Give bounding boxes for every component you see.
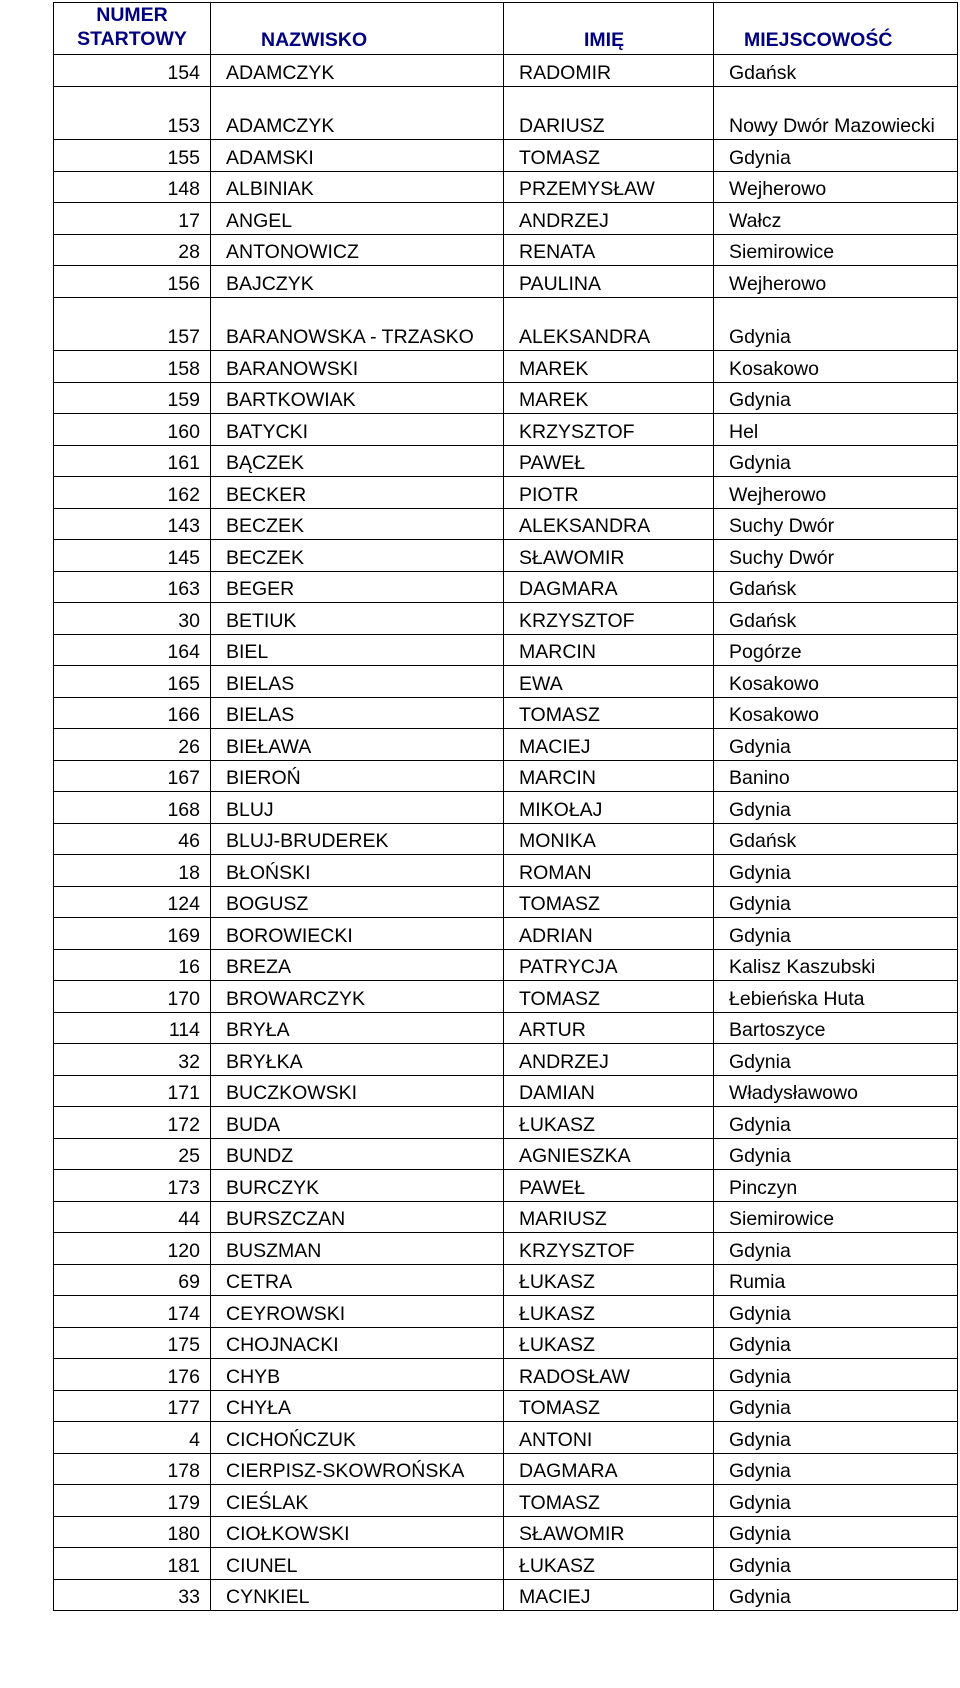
city-cell: Gdańsk [714,55,958,87]
start-number-cell: 167 [54,760,211,792]
city-cell: Siemirowice [714,234,958,266]
city-cell: Gdynia [714,1327,958,1359]
first-name-cell: ŁUKASZ [504,1296,714,1328]
surname-cell: BOROWIECKI [211,918,504,950]
city-cell: Gdynia [714,1516,958,1548]
first-name-cell: MAREK [504,382,714,414]
first-name-cell: KRZYSZTOF [504,603,714,635]
start-number-cell: 44 [54,1201,211,1233]
first-name-cell: TOMASZ [504,697,714,729]
city-cell: Gdańsk [714,823,958,855]
start-number-cell: 145 [54,540,211,572]
start-number-cell: 33 [54,1579,211,1611]
table-row [54,382,958,414]
first-name-cell: ROMAN [504,855,714,887]
first-name-cell: PRZEMYSŁAW [504,171,714,203]
city-cell: Rumia [714,1264,958,1296]
surname-cell: ANGEL [211,203,504,235]
start-number-cell: 124 [54,886,211,918]
table-row [54,55,958,87]
table-row [54,477,958,509]
first-name-cell: ANDRZEJ [504,203,714,235]
start-number-cell: 156 [54,266,211,298]
table-row [54,1264,958,1296]
start-number-cell: 4 [54,1422,211,1454]
first-name-cell: RADOSŁAW [504,1359,714,1391]
table-row [54,508,958,540]
first-name-cell: ARTUR [504,1012,714,1044]
start-number-cell: 28 [54,234,211,266]
city-cell: Gdynia [714,855,958,887]
table-row [54,86,958,140]
table-row [54,571,958,603]
table-row [54,634,958,666]
first-name-cell: AGNIESZKA [504,1138,714,1170]
first-name-cell: MARCIN [504,634,714,666]
surname-cell: ALBINIAK [211,171,504,203]
surname-cell: BIELAS [211,666,504,698]
start-number-cell: 26 [54,729,211,761]
surname-cell: CHOJNACKI [211,1327,504,1359]
first-name-cell: ŁUKASZ [504,1548,714,1580]
table-row [54,855,958,887]
city-cell: Kalisz Kaszubski [714,949,958,981]
surname-cell: BUCZKOWSKI [211,1075,504,1107]
table-row [54,297,958,351]
start-number-cell: 180 [54,1516,211,1548]
city-cell: Łebieńska Huta [714,981,958,1013]
surname-cell: BRYŁKA [211,1044,504,1076]
table-row [54,1170,958,1202]
first-name-cell: ANDRZEJ [504,1044,714,1076]
city-cell: Gdynia [714,1359,958,1391]
first-name-cell: ANTONI [504,1422,714,1454]
surname-cell: BOGUSZ [211,886,504,918]
start-number-cell: 171 [54,1075,211,1107]
city-cell: Gdynia [714,1107,958,1139]
city-cell: Gdańsk [714,603,958,635]
first-name-cell: DAGMARA [504,1453,714,1485]
surname-cell: CIERPISZ-SKOWROŃSKA [211,1453,504,1485]
table-row [54,1327,958,1359]
start-number-cell: 165 [54,666,211,698]
city-cell: Pogórze [714,634,958,666]
first-name-cell: MACIEJ [504,729,714,761]
city-cell: Gdynia [714,1296,958,1328]
surname-cell: BIELAS [211,697,504,729]
header-start-number: NUMER STARTOWY [54,3,211,55]
surname-cell: BLUJ [211,792,504,824]
first-name-cell: ŁUKASZ [504,1264,714,1296]
surname-cell: BECKER [211,477,504,509]
start-number-cell: 161 [54,445,211,477]
surname-cell: CIOŁKOWSKI [211,1516,504,1548]
start-number-cell: 143 [54,508,211,540]
start-number-cell: 177 [54,1390,211,1422]
first-name-cell: DAGMARA [504,571,714,603]
start-number-cell: 153 [54,86,211,140]
table-row [54,1012,958,1044]
participants-table [53,2,958,1611]
city-cell: Gdynia [714,729,958,761]
start-number-cell: 30 [54,603,211,635]
table-row [54,1107,958,1139]
start-number-cell: 158 [54,351,211,383]
first-name-cell: DAMIAN [504,1075,714,1107]
table-row [54,1516,958,1548]
first-name-cell: ADRIAN [504,918,714,950]
first-name-cell: MONIKA [504,823,714,855]
start-number-cell: 181 [54,1548,211,1580]
start-number-cell: 159 [54,382,211,414]
city-cell: Wejherowo [714,477,958,509]
city-cell: Gdańsk [714,571,958,603]
table-row [54,886,958,918]
first-name-cell: DARIUSZ [504,86,714,140]
table-row [54,203,958,235]
city-cell: Bartoszyce [714,1012,958,1044]
surname-cell: BETIUK [211,603,504,635]
surname-cell: CHYŁA [211,1390,504,1422]
first-name-cell: KRZYSZTOF [504,414,714,446]
surname-cell: ADAMCZYK [211,55,504,87]
start-number-cell: 174 [54,1296,211,1328]
start-number-cell: 164 [54,634,211,666]
surname-cell: BROWARCZYK [211,981,504,1013]
table-row [54,792,958,824]
surname-cell: CYNKIEL [211,1579,504,1611]
city-cell: Banino [714,760,958,792]
start-number-cell: 148 [54,171,211,203]
first-name-cell: ŁUKASZ [504,1107,714,1139]
start-number-cell: 179 [54,1485,211,1517]
start-number-cell: 157 [54,297,211,351]
table-row [54,1296,958,1328]
surname-cell: BIEL [211,634,504,666]
city-cell: Nowy Dwór Mazowiecki [714,86,958,140]
first-name-cell: TOMASZ [504,981,714,1013]
table-row [54,1548,958,1580]
start-number-cell: 46 [54,823,211,855]
start-number-cell: 25 [54,1138,211,1170]
start-number-cell: 168 [54,792,211,824]
surname-cell: ADAMCZYK [211,86,504,140]
surname-cell: BREZA [211,949,504,981]
city-cell: Suchy Dwór [714,508,958,540]
surname-cell: BUNDZ [211,1138,504,1170]
city-cell: Gdynia [714,792,958,824]
table-row [54,1485,958,1517]
surname-cell: BURCZYK [211,1170,504,1202]
city-cell: Gdynia [714,918,958,950]
table-row [54,918,958,950]
first-name-cell: ŁUKASZ [504,1327,714,1359]
first-name-cell: ALEKSANDRA [504,297,714,351]
first-name-cell: TOMASZ [504,1485,714,1517]
first-name-cell: MAREK [504,351,714,383]
surname-cell: BARANOWSKA - TRZASKO [211,297,504,351]
start-number-cell: 169 [54,918,211,950]
city-cell: Gdynia [714,1422,958,1454]
table-row [54,949,958,981]
surname-cell: BURSZCZAN [211,1201,504,1233]
city-cell: Gdynia [714,1233,958,1265]
start-number-cell: 154 [54,55,211,87]
start-number-cell: 162 [54,477,211,509]
first-name-cell: TOMASZ [504,140,714,172]
table-row [54,445,958,477]
table-row [54,666,958,698]
surname-cell: BLUJ-BRUDEREK [211,823,504,855]
surname-cell: BIEŁAWA [211,729,504,761]
table-row [54,981,958,1013]
city-cell: Kosakowo [714,666,958,698]
start-number-cell: 120 [54,1233,211,1265]
table-row [54,171,958,203]
table-row [54,1044,958,1076]
city-cell: Władysławowo [714,1075,958,1107]
table-row [54,540,958,572]
city-cell: Siemirowice [714,1201,958,1233]
surname-cell: CIUNEL [211,1548,504,1580]
first-name-cell: PATRYCJA [504,949,714,981]
start-number-cell: 32 [54,1044,211,1076]
start-number-cell: 18 [54,855,211,887]
city-cell: Gdynia [714,297,958,351]
header-city: MIEJSCOWOŚĆ [714,3,958,55]
table-row [54,140,958,172]
first-name-cell: SŁAWOMIR [504,540,714,572]
table-row [54,823,958,855]
city-cell: Gdynia [714,1548,958,1580]
first-name-cell: PAWEŁ [504,445,714,477]
start-number-cell: 155 [54,140,211,172]
first-name-cell: EWA [504,666,714,698]
city-cell: Gdynia [714,1453,958,1485]
table-row [54,760,958,792]
first-name-cell: RADOMIR [504,55,714,87]
surname-cell: CHYB [211,1359,504,1391]
table-row [54,1138,958,1170]
start-number-cell: 173 [54,1170,211,1202]
city-cell: Gdynia [714,1138,958,1170]
surname-cell: BĄCZEK [211,445,504,477]
city-cell: Gdynia [714,382,958,414]
table-row [54,414,958,446]
start-number-cell: 178 [54,1453,211,1485]
table-row [54,1075,958,1107]
city-cell: Pinczyn [714,1170,958,1202]
table-row [54,266,958,298]
table-row [54,1201,958,1233]
start-number-cell: 166 [54,697,211,729]
first-name-cell: ALEKSANDRA [504,508,714,540]
first-name-cell: PAWEŁ [504,1170,714,1202]
start-number-cell: 176 [54,1359,211,1391]
city-cell: Gdynia [714,1485,958,1517]
surname-cell: ADAMSKI [211,140,504,172]
surname-cell: BATYCKI [211,414,504,446]
city-cell: Gdynia [714,445,958,477]
first-name-cell: MIKOŁAJ [504,792,714,824]
table-row [54,1422,958,1454]
table-row [54,1233,958,1265]
surname-cell: BUDA [211,1107,504,1139]
first-name-cell: TOMASZ [504,886,714,918]
surname-cell: BARANOWSKI [211,351,504,383]
header-row [54,3,958,55]
first-name-cell: KRZYSZTOF [504,1233,714,1265]
first-name-cell: MARCIN [504,760,714,792]
table-row [54,1579,958,1611]
first-name-cell: PIOTR [504,477,714,509]
start-number-cell: 172 [54,1107,211,1139]
table-row [54,1453,958,1485]
table-row [54,729,958,761]
start-number-cell: 69 [54,1264,211,1296]
surname-cell: BECZEK [211,540,504,572]
table-row [54,697,958,729]
city-cell: Hel [714,414,958,446]
surname-cell: BAJCZYK [211,266,504,298]
surname-cell: BARTKOWIAK [211,382,504,414]
city-cell: Gdynia [714,886,958,918]
table-row [54,234,958,266]
first-name-cell: MACIEJ [504,1579,714,1611]
table-body [54,55,958,1611]
city-cell: Wejherowo [714,171,958,203]
surname-cell: BRYŁA [211,1012,504,1044]
first-name-cell: RENATA [504,234,714,266]
surname-cell: CICHOŃCZUK [211,1422,504,1454]
start-number-cell: 175 [54,1327,211,1359]
header-surname: NAZWISKO [211,3,504,55]
city-cell: Wałcz [714,203,958,235]
table-row [54,603,958,635]
start-number-cell: 160 [54,414,211,446]
start-number-cell: 163 [54,571,211,603]
first-name-cell: SŁAWOMIR [504,1516,714,1548]
surname-cell: CETRA [211,1264,504,1296]
surname-cell: ANTONOWICZ [211,234,504,266]
surname-cell: BŁOŃSKI [211,855,504,887]
surname-cell: CIEŚLAK [211,1485,504,1517]
first-name-cell: PAULINA [504,266,714,298]
city-cell: Wejherowo [714,266,958,298]
first-name-cell: MARIUSZ [504,1201,714,1233]
surname-cell: CEYROWSKI [211,1296,504,1328]
start-number-cell: 114 [54,1012,211,1044]
city-cell: Gdynia [714,1390,958,1422]
surname-cell: BECZEK [211,508,504,540]
table-row [54,1359,958,1391]
city-cell: Suchy Dwór [714,540,958,572]
surname-cell: BUSZMAN [211,1233,504,1265]
city-cell: Kosakowo [714,697,958,729]
city-cell: Gdynia [714,140,958,172]
city-cell: Gdynia [714,1579,958,1611]
start-number-cell: 17 [54,203,211,235]
surname-cell: BEGER [211,571,504,603]
surname-cell: BIEROŃ [211,760,504,792]
header-first-name: IMIĘ [504,3,714,55]
city-cell: Kosakowo [714,351,958,383]
city-cell: Gdynia [714,1044,958,1076]
start-number-cell: 16 [54,949,211,981]
table-row [54,1390,958,1422]
table-row [54,351,958,383]
first-name-cell: TOMASZ [504,1390,714,1422]
start-number-cell: 170 [54,981,211,1013]
